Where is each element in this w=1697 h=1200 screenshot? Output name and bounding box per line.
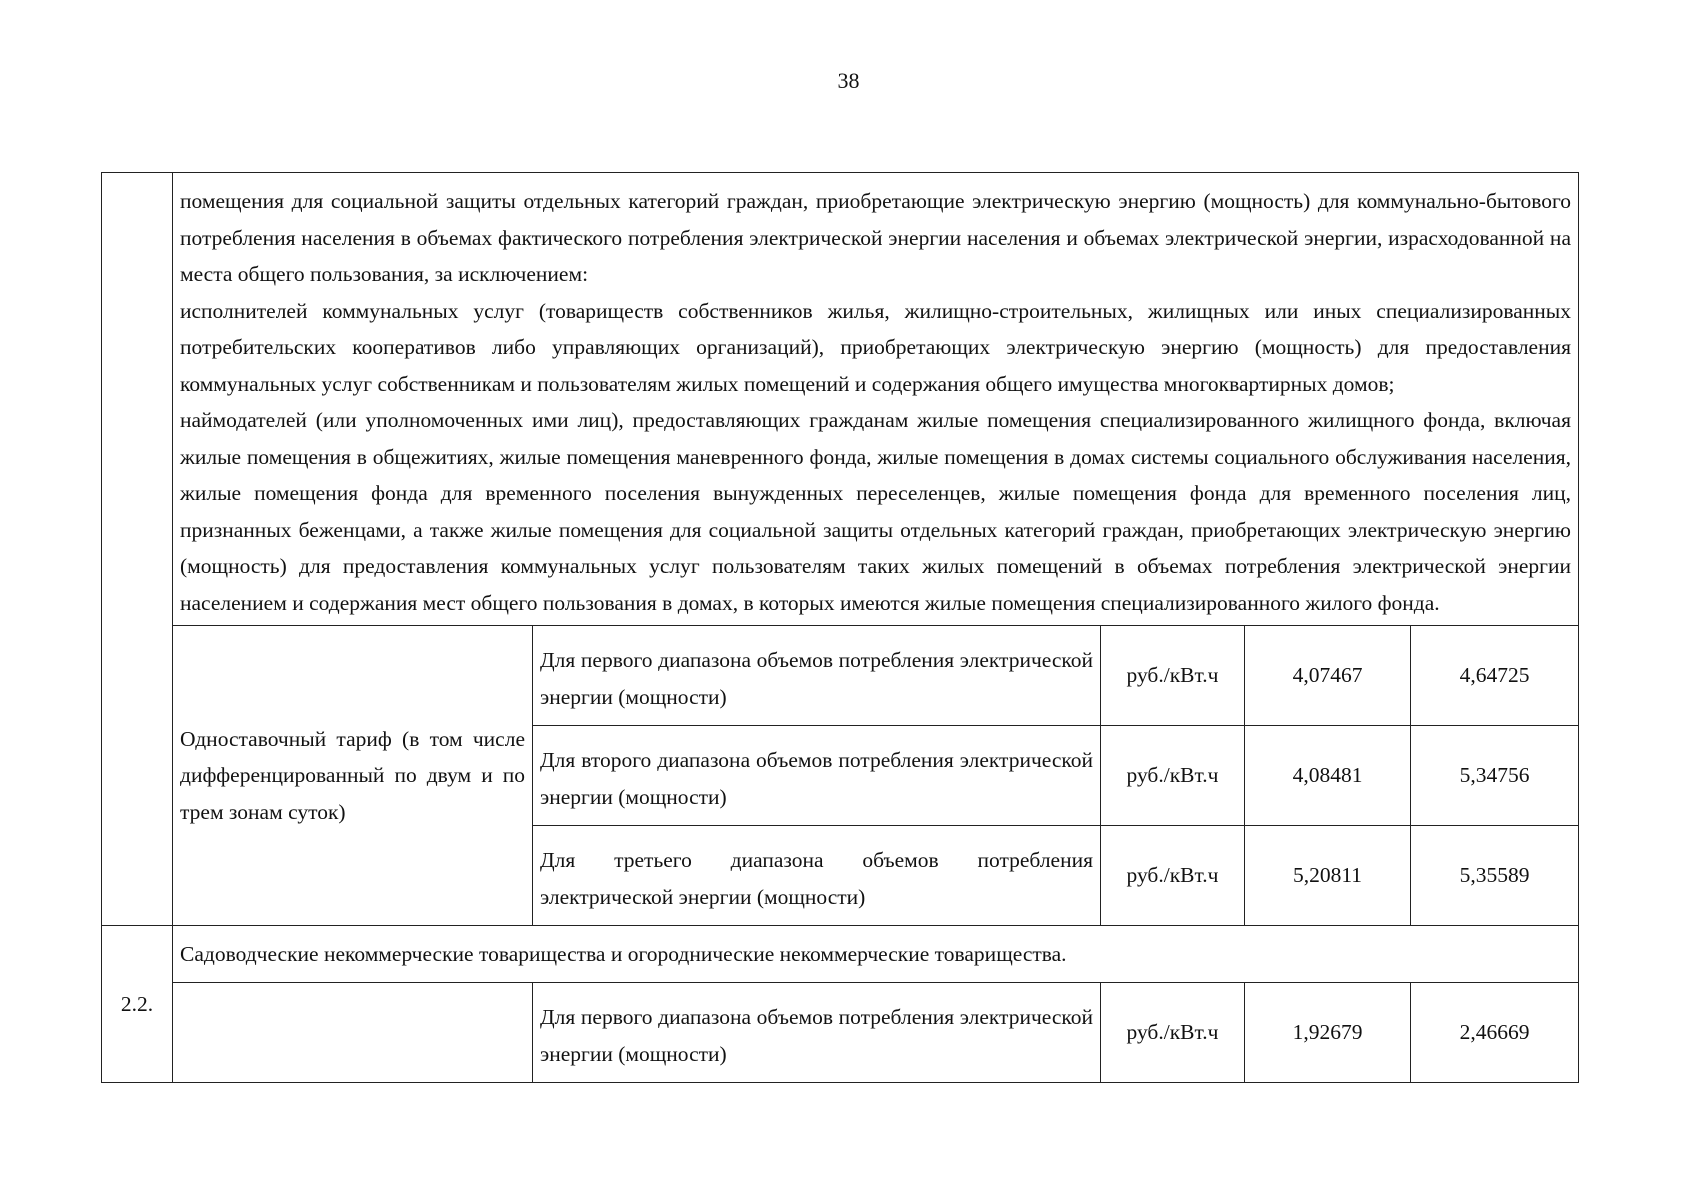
range-label: Для второго диапазона объемов потребления электрической энергии (мощности) [533,726,1101,826]
unit-cell: руб./кВт.ч [1101,726,1245,826]
value-cell: 1,92679 [1245,983,1411,1083]
intro-cell [173,173,1579,626]
tariff-label: Одноставочный тариф (в том числе дифференцированный по двум и по трем зонам суток) [173,626,533,926]
value-cell: 4,64725 [1411,626,1579,726]
unit-cell: руб./кВт.ч [1101,983,1245,1083]
unit-cell: руб./кВт.ч [1101,626,1245,726]
tariff-table [101,172,1579,1083]
value-cell: 5,20811 [1245,826,1411,926]
range-label: Для первого диапазона объемов потребления электрической энергии (мощности) [533,983,1101,1083]
table-row [102,983,1579,1083]
page-number: 38 [837,68,860,93]
table-row [102,626,1579,726]
intro-row [102,173,1579,626]
value-cell: 4,08481 [1245,726,1411,826]
section-number: 2.2. [102,926,173,1083]
unit-cell: руб./кВт.ч [1101,826,1245,926]
intro-paragraph: исполнителей коммунальных услуг (товариществ собственников жилья, жилищно-строительных, жилищных или иных специализированных потребительских кооперативов либо управляющих организаций), приобретающих электрическую энергию (мощность) для предоставления коммунальных услуг собственникам и пользователям жилых помещений и содержания общего имущества многоквартирных домов; [180,298,1571,396]
range-label: Для первого диапазона объемов потребления электрической энергии (мощности) [533,626,1101,726]
value-cell: 5,34756 [1411,726,1579,826]
value-cell: 4,07467 [1245,626,1411,726]
intro-paragraph: помещения для социальной защиты отдельных категорий граждан, приобретающие электрическую энергию (мощность) для коммунально-бытового потребления населения в объемах фактического потребления электрической энергии населения и объемах электрической энергии, израсходованной на места общего пользования, за исключением: [180,189,1571,286]
section-number-cell [102,173,173,926]
value-cell: 2,46669 [1411,983,1579,1083]
range-label: Для третьего диапазона объемов потребления электрической энергии (мощности) [533,826,1101,926]
value-cell: 5,35589 [1411,826,1579,926]
section-heading: Садоводческие некоммерческие товарищества и огороднические некоммерческие товарищества. [173,926,1579,983]
tariff-label [173,983,533,1083]
section-heading-row [102,926,1579,983]
intro-paragraph: наймодателей (или уполномоченных ими лиц), предоставляющих гражданам жилые помещения специализированного жилищного фонда, включая жилые помещения в общежитиях, жилые помещения маневренного фонда, жилые помещения в домах системы социального обслуживания населения, жилые помещения фонда для временного поселения вынужденных переселенцев, жилые помещения фонда для временного поселения лиц, признанных беженцами, а также жилые помещения для социальной защиты отдельных категорий граждан, приобретающих электрическую энергию (мощность) для предоставления коммунальных услуг пользователям таких жилых помещений в объемах потребления электрической энергии населением и содержания мест общего пользования в домах, в которых имеются жилые помещения специализированного жилого фонда. [180,408,1571,615]
